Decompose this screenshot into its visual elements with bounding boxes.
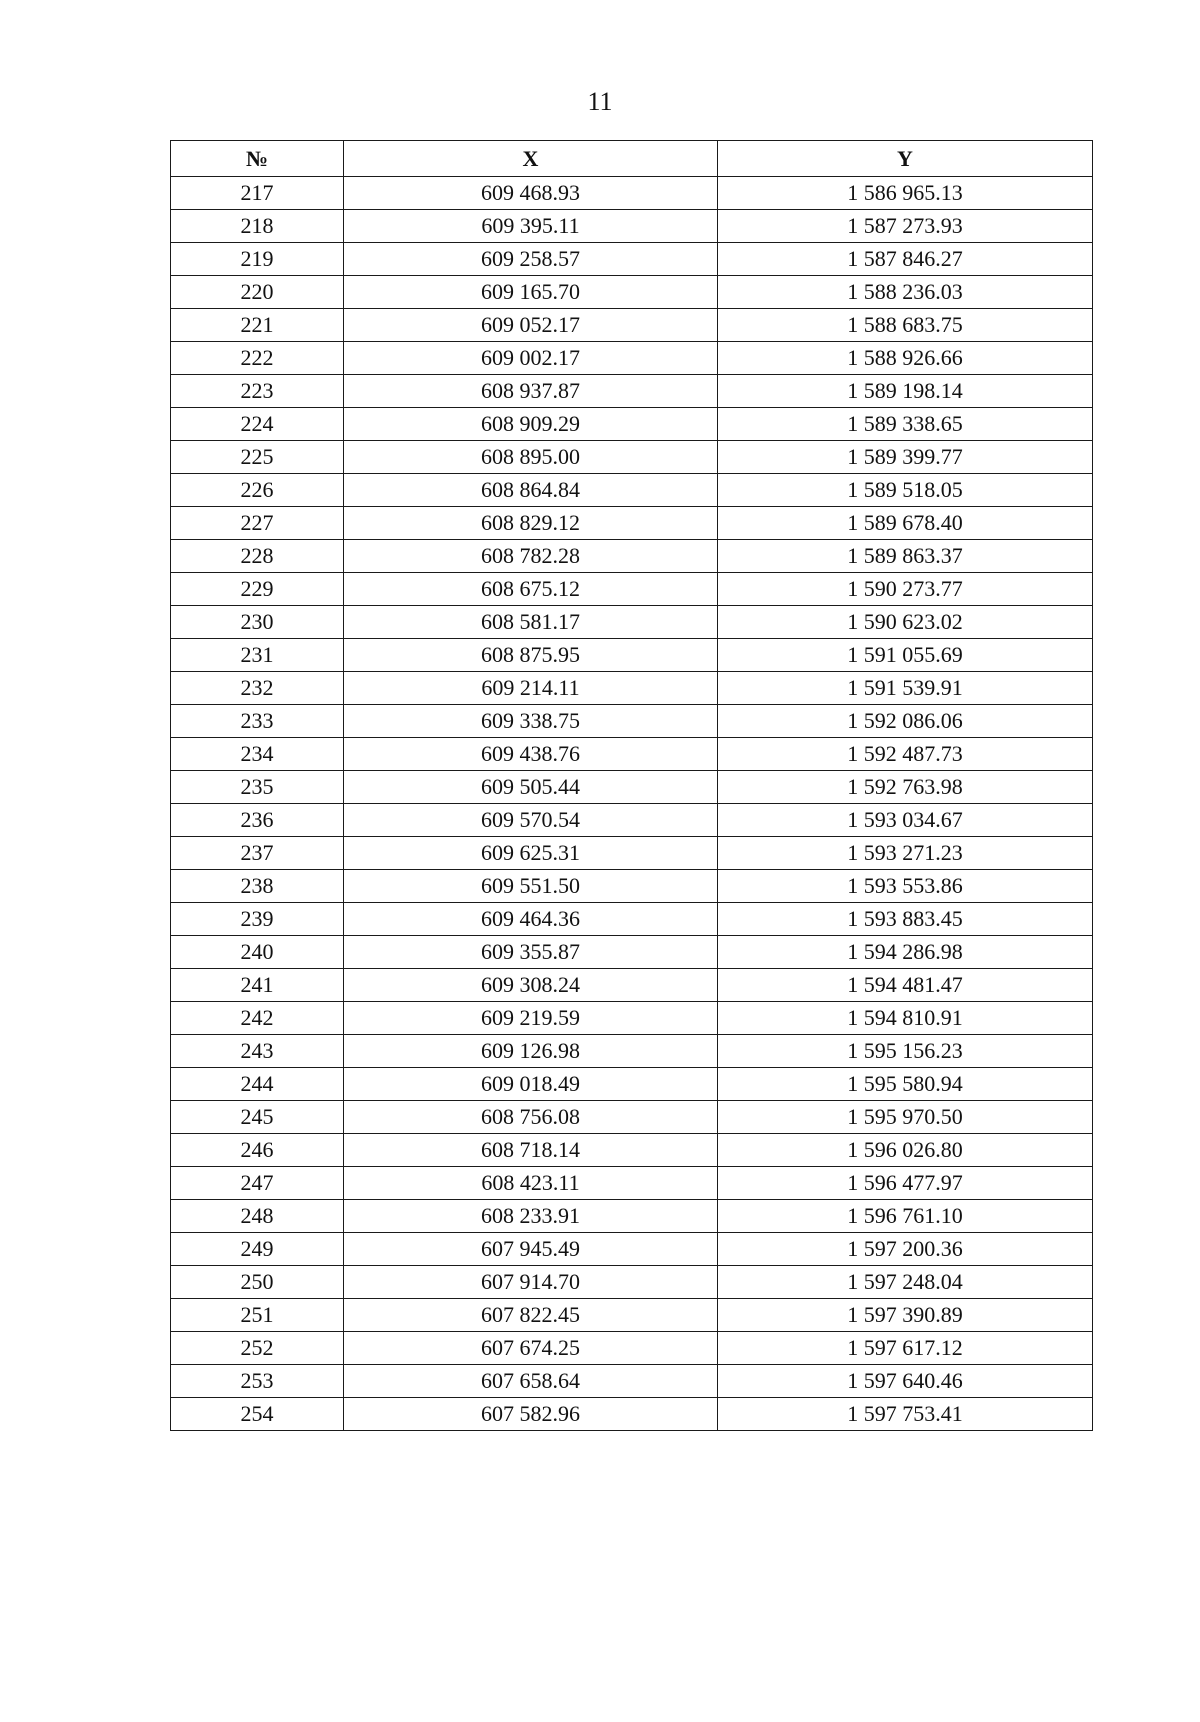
x-coordinate: 608 875.95 [344,639,718,672]
table-row [171,804,1093,837]
point-number: 251 [171,1299,344,1332]
x-coordinate: 609 438.76 [344,738,718,771]
point-number: 247 [171,1167,344,1200]
table-row [171,441,1093,474]
x-coordinate: 608 756.08 [344,1101,718,1134]
y-coordinate: 1 591 055.69 [718,639,1093,672]
point-number: 243 [171,1035,344,1068]
point-number: 234 [171,738,344,771]
x-coordinate: 607 945.49 [344,1233,718,1266]
y-coordinate: 1 589 863.37 [718,540,1093,573]
x-coordinate: 609 464.36 [344,903,718,936]
table-row [171,342,1093,375]
y-coordinate: 1 594 286.98 [718,936,1093,969]
x-coordinate: 609 018.49 [344,1068,718,1101]
x-coordinate: 607 658.64 [344,1365,718,1398]
point-number: 222 [171,342,344,375]
y-coordinate: 1 593 271.23 [718,837,1093,870]
table-row [171,474,1093,507]
table-row [171,1398,1093,1431]
y-coordinate: 1 594 481.47 [718,969,1093,1002]
x-coordinate: 608 782.28 [344,540,718,573]
table-row [171,837,1093,870]
point-number: 249 [171,1233,344,1266]
x-coordinate: 609 219.59 [344,1002,718,1035]
y-coordinate: 1 592 487.73 [718,738,1093,771]
header-x: X [344,141,718,177]
point-number: 240 [171,936,344,969]
coordinates-table [170,140,1093,1431]
table-row [171,1299,1093,1332]
point-number: 233 [171,705,344,738]
table-row [171,606,1093,639]
y-coordinate: 1 597 200.36 [718,1233,1093,1266]
header-number: № [171,141,344,177]
x-coordinate: 608 675.12 [344,573,718,606]
y-coordinate: 1 589 518.05 [718,474,1093,507]
point-number: 217 [171,177,344,210]
table-row [171,408,1093,441]
x-coordinate: 609 258.57 [344,243,718,276]
table-row [171,1035,1093,1068]
y-coordinate: 1 597 248.04 [718,1266,1093,1299]
point-number: 229 [171,573,344,606]
table-row [171,870,1093,903]
x-coordinate: 608 581.17 [344,606,718,639]
y-coordinate: 1 587 846.27 [718,243,1093,276]
table-row [171,1101,1093,1134]
y-coordinate: 1 590 623.02 [718,606,1093,639]
table-row [171,1068,1093,1101]
table-row [171,1002,1093,1035]
x-coordinate: 609 505.44 [344,771,718,804]
point-number: 224 [171,408,344,441]
page-number: 11 [587,87,613,116]
table-row [171,1134,1093,1167]
table-row [171,375,1093,408]
x-coordinate: 609 395.11 [344,210,718,243]
point-number: 246 [171,1134,344,1167]
table-row [171,738,1093,771]
y-coordinate: 1 593 883.45 [718,903,1093,936]
y-coordinate: 1 593 034.67 [718,804,1093,837]
y-coordinate: 1 589 399.77 [718,441,1093,474]
x-coordinate: 609 468.93 [344,177,718,210]
x-coordinate: 609 308.24 [344,969,718,1002]
point-number: 227 [171,507,344,540]
x-coordinate: 609 338.75 [344,705,718,738]
table-row [171,903,1093,936]
table-row [171,177,1093,210]
x-coordinate: 607 914.70 [344,1266,718,1299]
x-coordinate: 608 895.00 [344,441,718,474]
x-coordinate: 608 718.14 [344,1134,718,1167]
x-coordinate: 608 864.84 [344,474,718,507]
y-coordinate: 1 591 539.91 [718,672,1093,705]
point-number: 238 [171,870,344,903]
point-number: 242 [171,1002,344,1035]
table-row [171,639,1093,672]
x-coordinate: 609 214.11 [344,672,718,705]
x-coordinate: 609 126.98 [344,1035,718,1068]
point-number: 245 [171,1101,344,1134]
y-coordinate: 1 587 273.93 [718,210,1093,243]
point-number: 244 [171,1068,344,1101]
x-coordinate: 607 582.96 [344,1398,718,1431]
y-coordinate: 1 588 236.03 [718,276,1093,309]
x-coordinate: 608 937.87 [344,375,718,408]
x-coordinate: 609 625.31 [344,837,718,870]
point-number: 230 [171,606,344,639]
y-coordinate: 1 596 761.10 [718,1200,1093,1233]
table-row [171,309,1093,342]
point-number: 223 [171,375,344,408]
header-y: Y [718,141,1093,177]
y-coordinate: 1 588 683.75 [718,309,1093,342]
x-coordinate: 608 233.91 [344,1200,718,1233]
table-header-row [171,141,1093,177]
point-number: 226 [171,474,344,507]
table-row [171,276,1093,309]
y-coordinate: 1 589 198.14 [718,375,1093,408]
point-number: 250 [171,1266,344,1299]
table-row [171,672,1093,705]
y-coordinate: 1 597 617.12 [718,1332,1093,1365]
point-number: 220 [171,276,344,309]
point-number: 232 [171,672,344,705]
x-coordinate: 609 551.50 [344,870,718,903]
y-coordinate: 1 595 970.50 [718,1101,1093,1134]
point-number: 219 [171,243,344,276]
point-number: 225 [171,441,344,474]
y-coordinate: 1 586 965.13 [718,177,1093,210]
y-coordinate: 1 594 810.91 [718,1002,1093,1035]
point-number: 231 [171,639,344,672]
table-row [171,243,1093,276]
point-number: 239 [171,903,344,936]
table-row [171,1200,1093,1233]
y-coordinate: 1 597 390.89 [718,1299,1093,1332]
table-row [171,936,1093,969]
y-coordinate: 1 596 477.97 [718,1167,1093,1200]
table-row [171,1167,1093,1200]
x-coordinate: 609 002.17 [344,342,718,375]
table-row [171,1233,1093,1266]
x-coordinate: 609 052.17 [344,309,718,342]
y-coordinate: 1 590 273.77 [718,573,1093,606]
x-coordinate: 607 674.25 [344,1332,718,1365]
y-coordinate: 1 597 753.41 [718,1398,1093,1431]
x-coordinate: 608 423.11 [344,1167,718,1200]
table-row [171,507,1093,540]
table-row [171,210,1093,243]
point-number: 254 [171,1398,344,1431]
point-number: 241 [171,969,344,1002]
y-coordinate: 1 597 640.46 [718,1365,1093,1398]
point-number: 218 [171,210,344,243]
table-row [171,573,1093,606]
x-coordinate: 609 165.70 [344,276,718,309]
y-coordinate: 1 588 926.66 [718,342,1093,375]
table-row [171,540,1093,573]
y-coordinate: 1 593 553.86 [718,870,1093,903]
y-coordinate: 1 595 580.94 [718,1068,1093,1101]
y-coordinate: 1 589 678.40 [718,507,1093,540]
point-number: 221 [171,309,344,342]
y-coordinate: 1 595 156.23 [718,1035,1093,1068]
table-row [171,705,1093,738]
table-body [171,177,1093,1431]
y-coordinate: 1 592 086.06 [718,705,1093,738]
point-number: 228 [171,540,344,573]
x-coordinate: 609 570.54 [344,804,718,837]
y-coordinate: 1 596 026.80 [718,1134,1093,1167]
table-row [171,1332,1093,1365]
point-number: 248 [171,1200,344,1233]
y-coordinate: 1 592 763.98 [718,771,1093,804]
x-coordinate: 609 355.87 [344,936,718,969]
point-number: 253 [171,1365,344,1398]
table-row [171,1365,1093,1398]
point-number: 252 [171,1332,344,1365]
x-coordinate: 607 822.45 [344,1299,718,1332]
point-number: 235 [171,771,344,804]
point-number: 236 [171,804,344,837]
point-number: 237 [171,837,344,870]
table-row [171,771,1093,804]
x-coordinate: 608 909.29 [344,408,718,441]
table-row [171,969,1093,1002]
table-row [171,1266,1093,1299]
x-coordinate: 608 829.12 [344,507,718,540]
y-coordinate: 1 589 338.65 [718,408,1093,441]
